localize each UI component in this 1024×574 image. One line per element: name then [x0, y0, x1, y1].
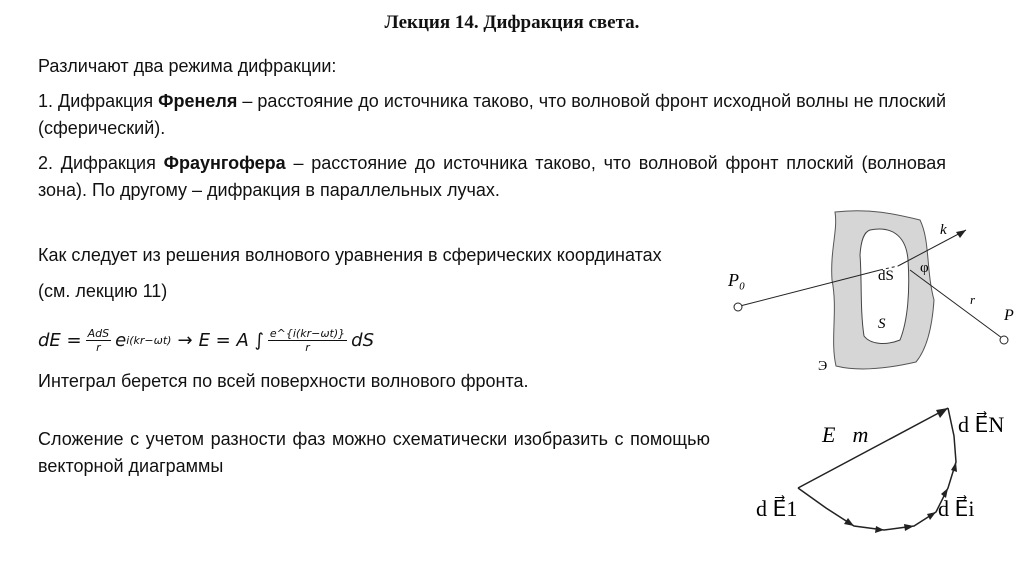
label-dS: dS [878, 268, 894, 284]
item-fraunhofer [38, 150, 946, 204]
formula-fraction-2 [268, 327, 347, 354]
label-S: S [878, 316, 886, 332]
resultant-vector [798, 408, 948, 488]
label-dEi: d E⃗i [938, 496, 975, 521]
diffraction-formula [38, 316, 374, 364]
formula-exp-base: e [115, 329, 127, 351]
integral-note: Интеграл берется по всей поверхности волнового фронта. [38, 371, 529, 391]
resultant-arrowhead [936, 408, 948, 418]
label-P0: P₀ [728, 270, 746, 290]
item-fresnel-prefix: 1. Дифракция [38, 91, 159, 111]
item-fraunhofer-text: – расстояние до источника таково, что волновой фронт плоский (волновая зона). По другому – дифракция в параллельных лучах. [38, 153, 947, 200]
vector-diagram [750, 398, 1020, 568]
sum-note: Сложение с учетом разности фаз можно схематически изобразить с помощью векторной диаграммы [38, 429, 710, 476]
label-dEN: d E⃗N [958, 412, 1005, 437]
item-fresnel-text: – расстояние до источника таково, что волновой фронт исходной волны не плоский (сферический). [38, 91, 946, 138]
label-P: P [1004, 307, 1014, 324]
lecture-title: Лекция 14. Дифракция света. [384, 12, 640, 33]
item-fraunhofer-prefix: 2. Дифракция [38, 153, 164, 173]
formula-exp-power: i(kr−ωt) [126, 333, 172, 347]
fraction-1-denominator: r [96, 340, 101, 354]
chain-arrow-4 [927, 512, 936, 520]
label-Em: E⃗m [822, 422, 869, 447]
label-r: r⃗ [970, 292, 986, 307]
point-P0 [734, 303, 742, 311]
solution-line-2: (см. лекцию 11) [38, 281, 168, 301]
formula-rhs: E = A ∫ [198, 329, 264, 351]
label-E: Э [818, 359, 828, 374]
item-fraunhofer-term: Фраунгофера [163, 153, 286, 173]
formula-arrow: → [177, 329, 193, 351]
label-phi: φ [920, 260, 929, 276]
intro-text: Различают два режима дифракции: [38, 56, 337, 76]
wavefront-figure [720, 200, 1020, 380]
item-fresnel [38, 88, 946, 142]
chain-arrow-6 [951, 462, 957, 472]
fraction-2-denominator: r [305, 340, 310, 354]
label-k: k⃗ [940, 222, 959, 238]
chain-arrow-1 [844, 518, 854, 526]
chain-arrow-2 [875, 526, 884, 533]
fraction-2-numerator: e^{i(kr−ωt)} [269, 326, 346, 340]
formula-lhs: dE = [38, 329, 82, 351]
fraction-1-numerator: AdS [87, 326, 110, 340]
item-fresnel-term: Френеля [158, 91, 238, 111]
point-P [1000, 336, 1008, 344]
formula-tail: dS [351, 329, 374, 351]
formula-fraction-1 [86, 327, 112, 354]
label-dE1: d E⃗1 [756, 496, 798, 521]
chain-arrow-3 [904, 524, 914, 531]
solution-line-1: Как следует из решения волнового уравнения в сферических координатах [38, 245, 662, 265]
